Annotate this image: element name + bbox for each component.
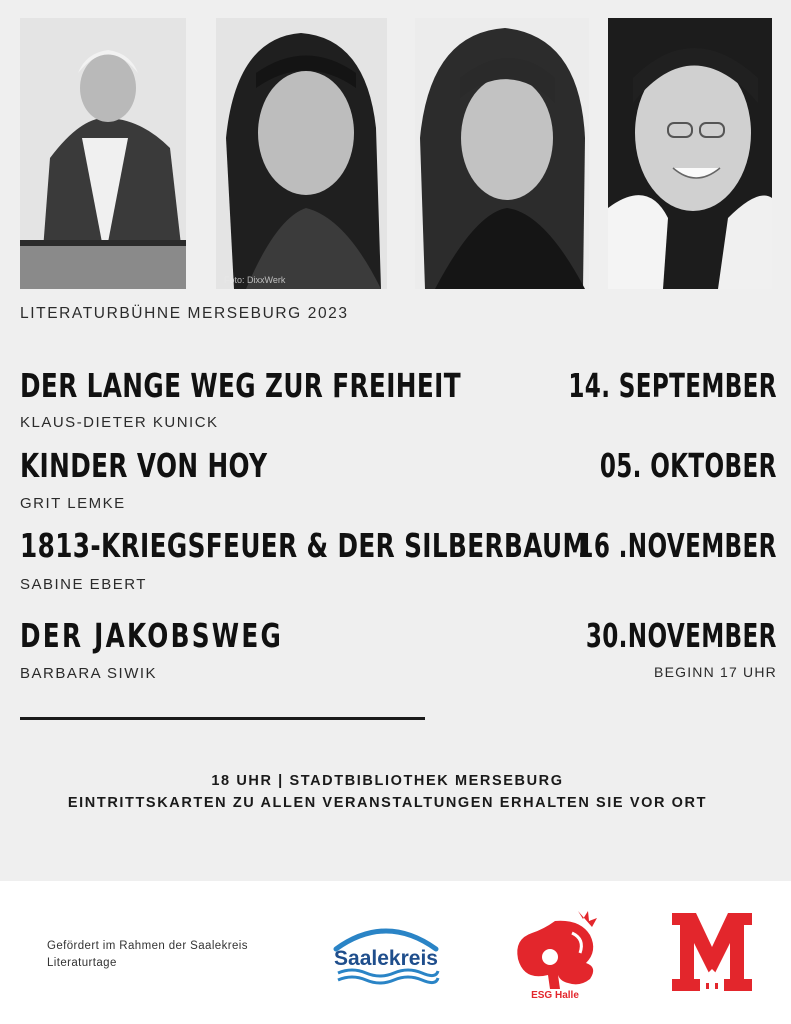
event-author: KLAUS-DIETER KUNICK <box>20 414 219 431</box>
photo-credit: Foto: DixxWerk <box>224 275 286 285</box>
event-start-note: BEGINN 17 UHR <box>654 664 777 680</box>
event-date: 16 .NOVEMBER <box>577 526 777 565</box>
event-author: GRIT LEMKE <box>20 495 126 512</box>
merseburg-m-logo <box>672 913 752 991</box>
photo-sabine-ebert <box>415 18 589 289</box>
esg-halle-logo-text: ESG Halle <box>531 990 579 1000</box>
event-author: BARBARA SIWIK <box>20 665 158 682</box>
event-row <box>20 366 777 436</box>
photo-klaus-dieter-kunick <box>20 18 186 289</box>
event-title: DER JAKOBSWEG <box>20 616 284 655</box>
event-date: 14. SEPTEMBER <box>568 366 777 405</box>
event-title: 1813-KRIEGSFEUER & DER SILBERBAUM <box>20 526 588 565</box>
series-title: LITERATURBÜHNE MERSEBURG 2023 <box>20 305 349 322</box>
event-row <box>20 446 777 516</box>
event-title: DER LANGE WEG ZUR FREIHEIT <box>20 366 462 405</box>
ticket-line: EINTRITTSKARTEN ZU ALLEN VERANSTALTUNGEN ERHALTEN SIE VOR ORT <box>67 795 708 811</box>
event-date: 05. OKTOBER <box>600 446 777 485</box>
photo-barbara-siwik <box>608 18 772 289</box>
event-title: KINDER VON HOY <box>20 446 268 485</box>
photo-grit-lemke <box>216 18 387 289</box>
venue-line: 18 UHR | STADTBIBLIOTHEK MERSEBURG <box>211 773 564 789</box>
divider <box>20 717 425 720</box>
esg-halle-logo <box>510 905 600 1000</box>
saalekreis-logo-text: Saalekreis <box>334 947 438 970</box>
saalekreis-logo <box>322 909 450 995</box>
sponsor-text: Gefördert im Rahmen der Saalekreis Literaturtage <box>47 940 248 969</box>
event-row <box>20 526 777 596</box>
event-date: 30.NOVEMBER <box>586 616 777 655</box>
event-author: SABINE EBERT <box>20 576 147 593</box>
